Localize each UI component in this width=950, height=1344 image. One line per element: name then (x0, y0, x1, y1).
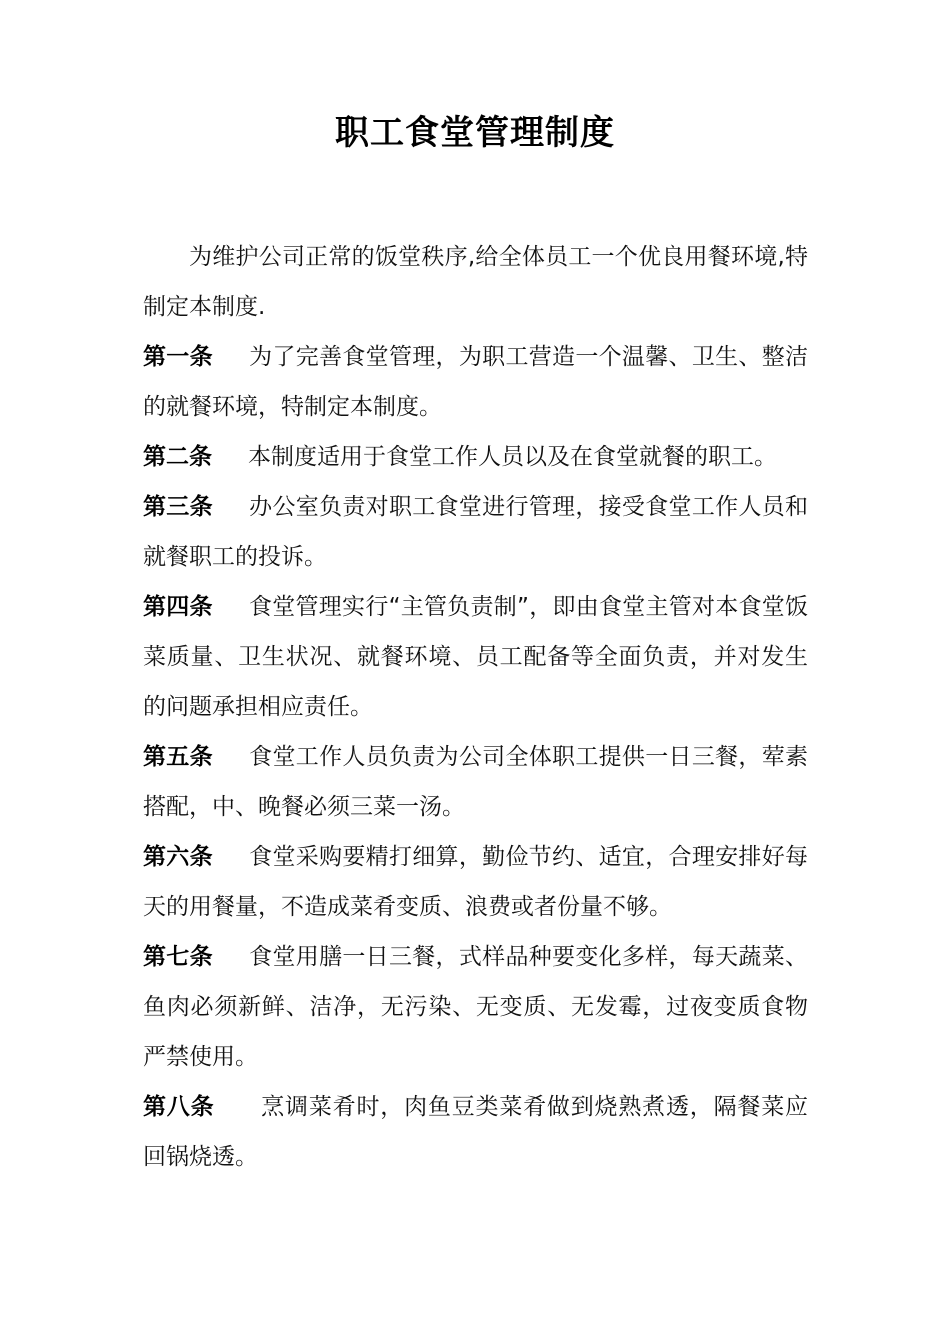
article-label: 第四条 (143, 594, 213, 620)
article-label: 第一条 (143, 344, 213, 370)
article-label: 第八条 (143, 1094, 215, 1120)
article-label: 第三条 (143, 494, 213, 520)
article-label: 第六条 (143, 844, 213, 870)
article-6 (143, 832, 808, 932)
article-1 (143, 332, 808, 432)
article-8 (143, 1082, 808, 1182)
article-text: 食堂用膳一日三餐，式样品种要变化多样，每天蔬菜、鱼肉必须新鲜、洁净，无污染、无变质、无发霉，过夜变质食物严禁使用。 (143, 944, 809, 1070)
article-text: 食堂管理实行“主管负责制”，即由食堂主管对本食堂饭菜质量、卫生状况、就餐环境、员工配备等全面负责，并对发生的问题承担相应责任。 (143, 594, 809, 720)
article-text: 食堂工作人员负责为公司全体职工提供一日三餐，荤素搭配，中、晚餐必须三菜一汤。 (143, 744, 809, 820)
article-label: 第七条 (143, 944, 213, 970)
article-label: 第五条 (143, 744, 213, 770)
article-5 (143, 732, 808, 832)
intro-paragraph: 为维护公司正常的饭堂秩序,给全体员工一个优良用餐环境,特制定本制度. (143, 244, 808, 320)
article-2 (143, 432, 808, 482)
article-text: 食堂采购要精打细算，勤俭节约、适宜，合理安排好每天的用餐量，不造成菜肴变质、浪费或者份量不够。 (143, 844, 809, 920)
document-body (143, 232, 808, 1182)
article-text: 办公室负责对职工食堂进行管理，接受食堂工作人员和就餐职工的投诉。 (143, 494, 809, 570)
article-4 (143, 582, 808, 732)
article-text: 为了完善食堂管理，为职工营造一个温馨、卫生、整洁的就餐环境，特制定本制度。 (143, 344, 809, 420)
article-7 (143, 932, 808, 1082)
article-text: 烹调菜肴时，肉鱼豆类菜肴做到烧熟煮透，隔餐菜应回锅烧透。 (143, 1094, 809, 1170)
article-3 (143, 482, 808, 582)
article-text: 本制度适用于食堂工作人员以及在食堂就餐的职工。 (248, 444, 777, 470)
document-title: 职工食堂管理制度 (335, 113, 615, 153)
article-label: 第二条 (143, 444, 212, 470)
